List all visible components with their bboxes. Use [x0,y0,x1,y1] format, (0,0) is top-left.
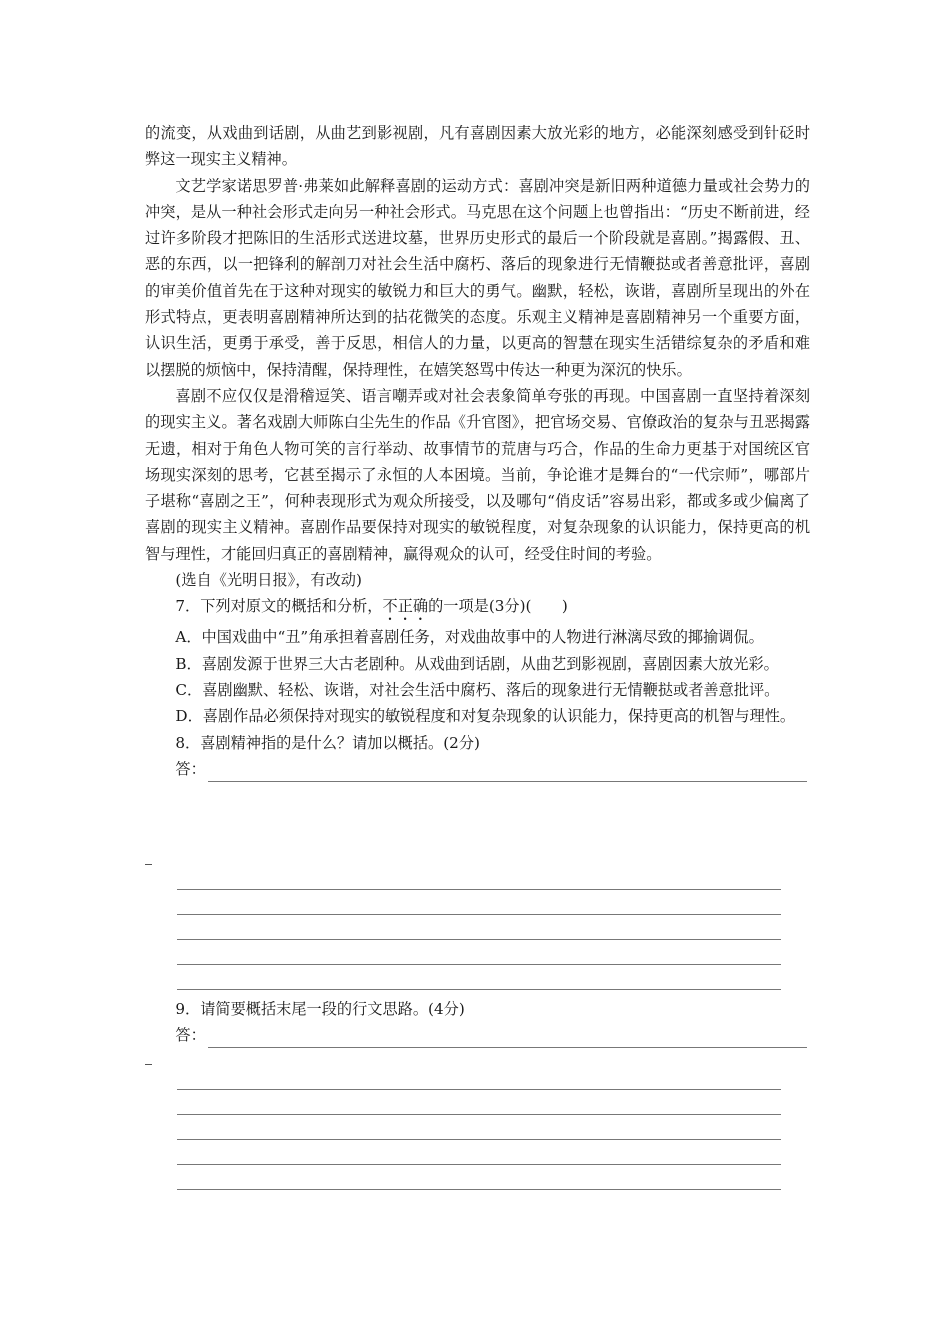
question-9-stem: 9．请简要概括末尾一段的行文思路。(4分) [175,1000,465,1018]
question-8-dash-mark [145,864,152,865]
paragraph-1: 的流变，从戏曲到话剧，从曲艺到影视剧，凡有喜剧因素大放光彩的地方，必能深刻感受到针砭时弊这一现实主义精神。 [145,124,810,169]
question-9-answer-line-2[interactable] [177,1089,781,1090]
question-9-dash-mark [145,1064,152,1065]
question-8-answer-row [145,756,810,782]
question-8-stem: 8．喜剧精神指的是什么？请加以概括。(2分) [175,733,480,752]
question-9-answer-label: 答： [175,1026,206,1044]
question-9-answer-line-1[interactable] [208,1033,807,1048]
question-8-answer-line-4[interactable] [177,939,781,940]
question-9-answer-row [145,1022,810,1048]
question-9-answer-line-6[interactable] [177,1189,781,1190]
question-7-option-a: A．中国戏曲中“丑”角承担着喜剧任务，对戏曲故事中的人物进行淋漓尽致的揶揄调侃。 [175,628,764,647]
source-note: (选自《光明日报》，有改动) [175,571,362,590]
question-8-answer-line-1[interactable] [208,767,807,782]
question-8-answer-line-2[interactable] [177,889,781,890]
question-8-answer-line-6[interactable] [177,989,781,990]
question-7-stem-before: 7．下列对原文的概括和分析， [175,597,383,616]
question-7-option-d: D．喜剧作品必须保持对现实的敏锐程度和对复杂现象的认识能力，保持更高的机智与理性。 [175,707,796,726]
document-body [145,120,810,782]
question-8-answer-line-3[interactable] [177,914,781,915]
question-8-answer-label: 答： [175,759,206,778]
question-9-answer-line-3[interactable] [177,1114,781,1115]
paragraph-3: 喜剧不应仅仅是滑稽逗笑、语言嘲弄或对社会表象简单夸张的再现。中国喜剧一直坚持着深刻的现实主义。著名戏剧大师陈白尘先生的作品《升官图》，把官场交易、官僚政治的复杂与丑恶揭露无遗，相对于角色人物可笑的言行举动、故事情节的荒唐与巧合，作品的生命力更基于对国统区官场现实深刻的思考，它甚至揭示了永恒的人本困境。当前，争论谁才是舞台的“一代宗师”，哪部片子堪称“喜剧之王”，何种表现形式为观众所接受，以及哪句“俏皮话”容易出彩，都或多或少偏离了喜剧的现实主义精神。喜剧作品要保持对现实的敏锐程度，对复杂现象的认识能力，保持更高的机智与理性，才能回归真正的喜剧精神，赢得观众的认可，经受住时间的考验。 [145,386,810,563]
question-9-answer-line-4[interactable] [177,1139,781,1140]
question-7-stem-after: 的一项是(3分)( ) [428,597,568,616]
question-8-answer-line-5[interactable] [177,964,781,965]
question-9-answer-line-5[interactable] [177,1164,781,1165]
question-7-option-b: B．喜剧发源于世界三大古老剧种。从戏曲到话剧，从曲艺到影视剧，喜剧因素大放光彩。 [175,654,779,673]
question-7-emphasis: 不正确 [382,597,429,616]
paragraph-2: 文艺学家诺思罗普·弗莱如此解释喜剧的运动方式：喜剧冲突是新旧两种道德力量或社会势力的冲突，是从一种社会形式走向另一种社会形式。马克思在这个问题上也曾指出：“历史不断前进，经过许多阶段才把陈旧的生活形式送进坟墓，世界历史形式的最后一个阶段就是喜剧。”揭露假、丑、恶的东西，以一把锋利的解剖刀对社会生活中腐朽、落后的现象进行无情鞭挞或者善意批评，喜剧的审美价值首先在于这种对现实的敏锐力和巨大的勇气。幽默，轻松，诙谐，喜剧所呈现出的外在形式特点，更表明喜剧精神所达到的拈花微笑的态度。乐观主义精神是喜剧精神另一个重要方面，认识生活，更勇于承受，善于反思，相信人的力量，以更高的智慧在现实生活错综复杂的矛盾和难以摆脱的烦恼中，保持清醒，保持理性，在嬉笑怒骂中传达一种更为深沉的快乐。 [145,176,810,379]
question-7-option-c: C．喜剧幽默、轻松、诙谐，对社会生活中腐朽、落后的现象进行无情鞭挞或者善意批评。 [175,680,780,699]
question-7-stem [145,593,810,624]
question-9-block [145,996,810,1048]
